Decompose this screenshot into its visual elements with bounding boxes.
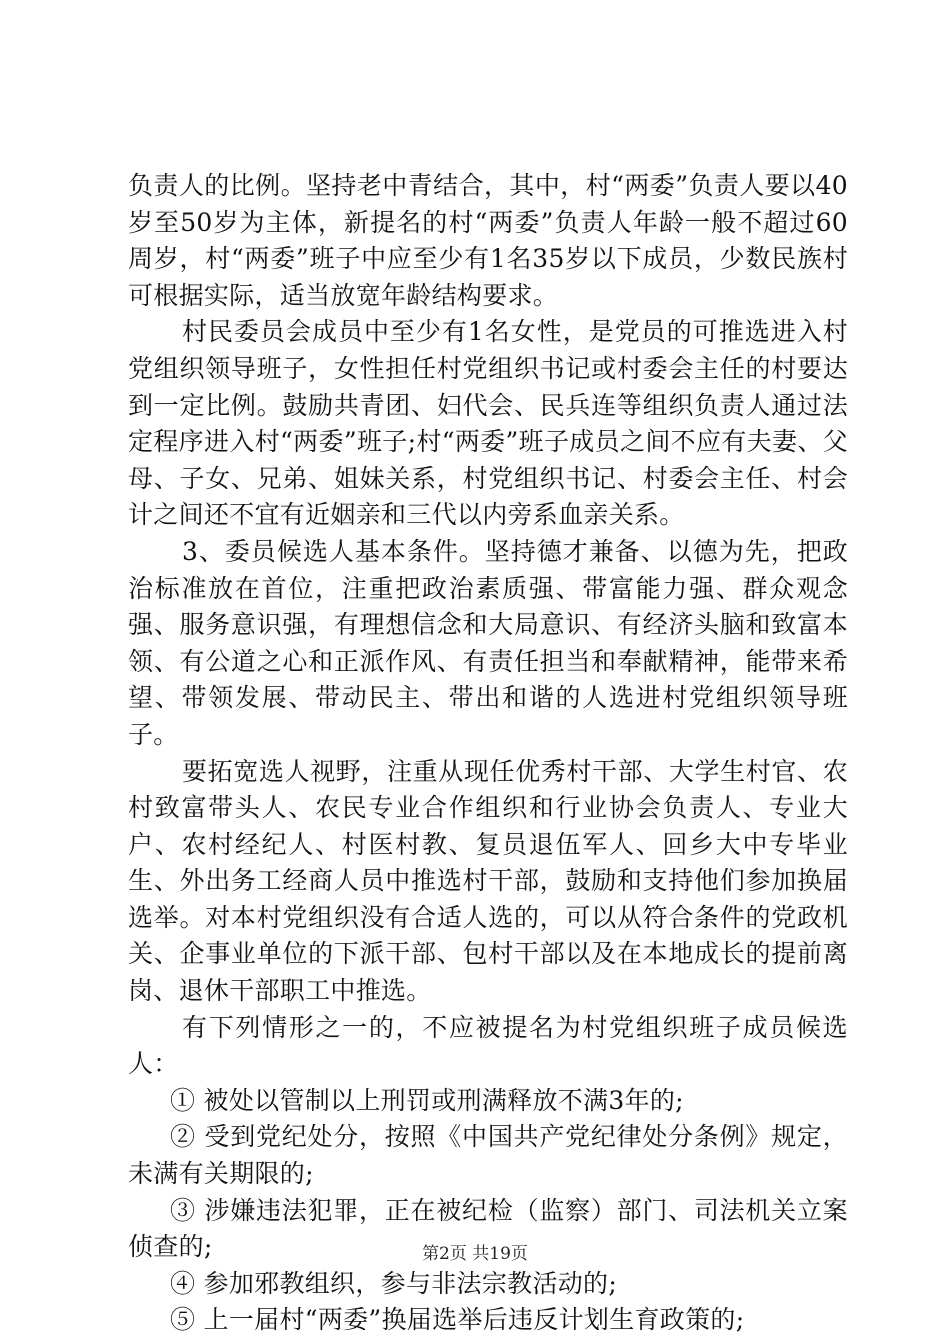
paragraph-female-members: 村民委员会成员中至少有1名女性，是党员的可推选进入村党组织领导班子，女性担任村党组织书记或村委会主任的村要达到一定比例。鼓励共青团、妇代会、民兵连等组织负责人通过法定程序进入村“两委”班子;村“两委”班子成员之间不应有夫妻、父母、子女、兄弟、姐妹关系，村党组织书记、村委会主任、村会计之间还不宜有近姻亲和三代以内旁系血亲关系。	[128, 317, 848, 530]
list-item-cult-participation: ④ 参加邪教组织，参与非法宗教活动的;	[170, 1268, 618, 1298]
paragraph-disqualification-intro: 有下列情形之一的，不应被提名为村党组织班子成员候选人：	[128, 1012, 848, 1079]
paragraph-broaden-selection: 要拓宽选人视野，注重从现任优秀村干部、大学生村官、农村致富带头人、农民专业合作组织和行业协会负责人、专业大户、农村经纪人、村医村教、复员退伍军人、回乡大中专毕业生、外出务工经商人员中推选村干部，鼓励和支持他们参加换届选举。对本村党组织没有合适人选的，可以从符合条件的党政机关、企事业单位的下派干部、包村干部以及在本地成长的提前离岗、退休干部职工中推选。	[128, 756, 848, 1006]
list-item-under-investigation: ③ 涉嫌违法犯罪，正在被纪检（监察）部门、司法机关立案侦查的;	[128, 1195, 848, 1262]
list-item-family-planning: ⑤ 上一届村“两委”换届选举后违反计划生育政策的;	[170, 1305, 745, 1335]
document-body	[128, 168, 848, 1339]
paragraph-age-structure: 负责人的比例。坚持老中青结合，其中，村“两委”负责人要以40岁至50岁为主体，新提名的村“两委”负责人年龄一般不超过60周岁，村“两委”班子中应至少有1名35岁以下成员，少数民族村可根据实际，适当放宽年龄结构要求。	[128, 171, 848, 310]
paragraph-candidate-conditions: 3、委员候选人基本条件。坚持德才兼备、以德为先，把政治标准放在首位，注重把政治素质强、带富能力强、群众观念强、服务意识强，有理想信念和大局意识、有经济头脑和致富本领、有公道之心和正派作风、有责任担当和奉献精神，能带来希望、带领发展、带动民主、带出和谐的人选进村党组织领导班子。	[128, 536, 848, 749]
list-item-party-discipline: ② 受到党纪处分，按照《中国共产党纪律处分条例》规定，未满有关期限的;	[128, 1122, 848, 1189]
page-number-footer: 第2页 共19页	[422, 1244, 528, 1264]
list-item-criminal-penalty: ① 被处以管制以上刑罚或刑满释放不满3年的;	[170, 1085, 684, 1115]
